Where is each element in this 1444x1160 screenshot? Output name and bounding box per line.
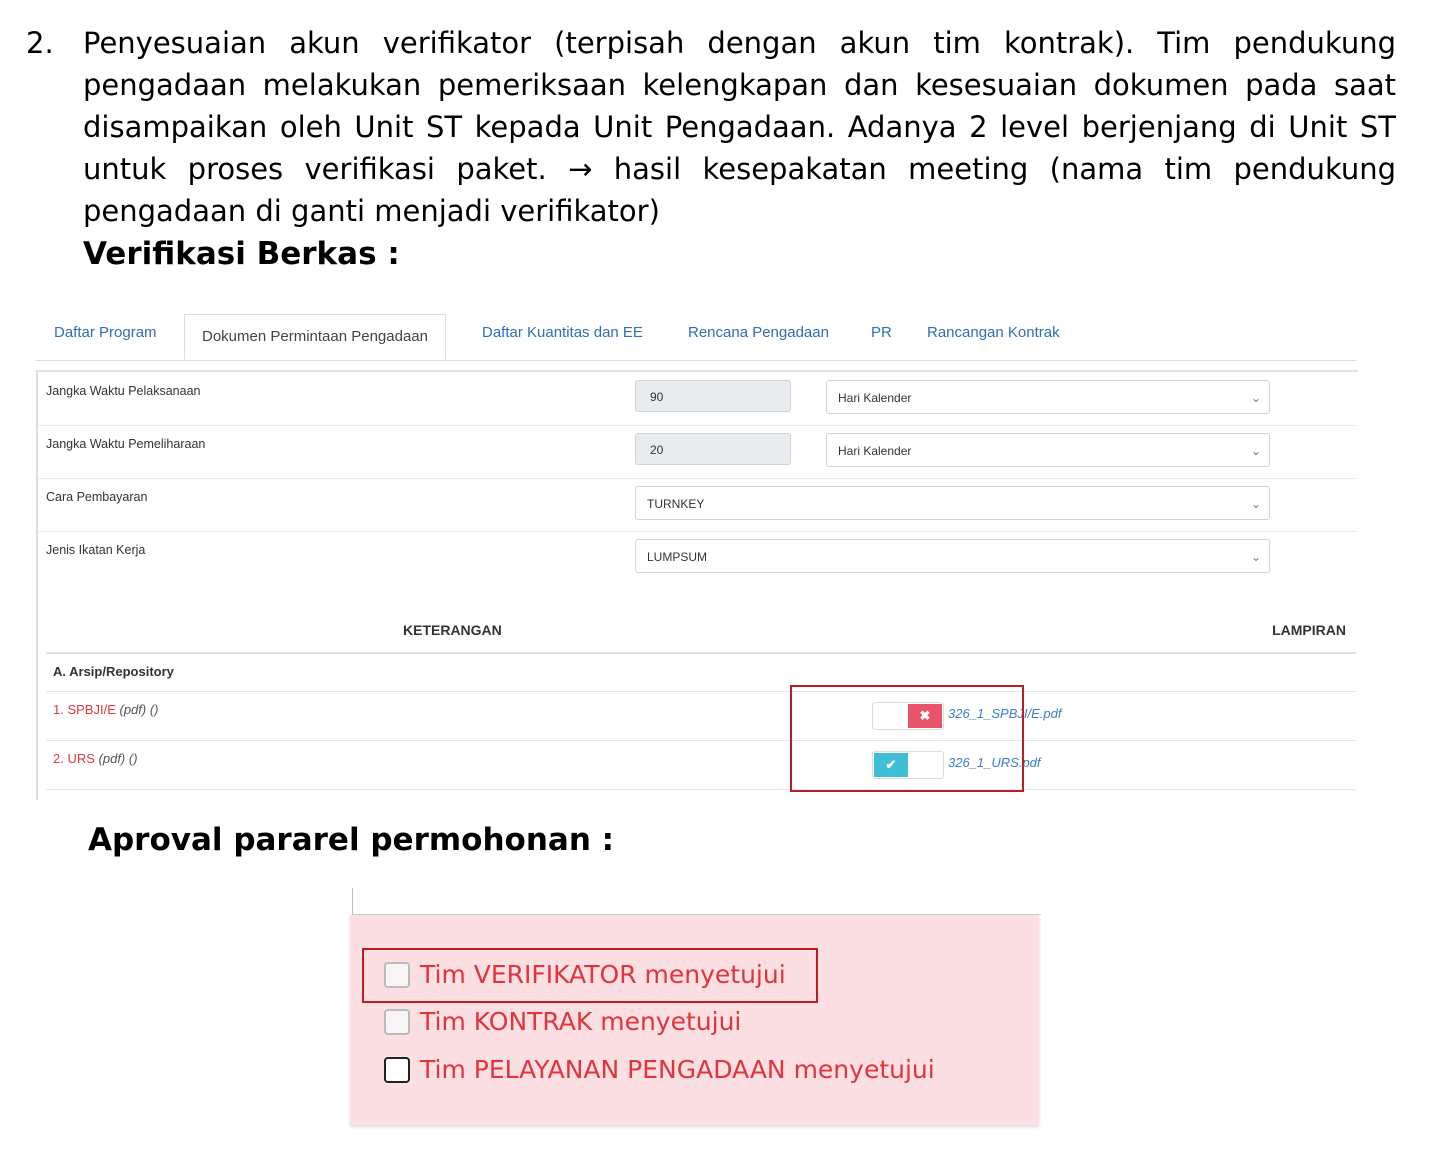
- tab-daftar-kuantitas[interactable]: Daftar Kuantitas dan EE: [482, 324, 643, 341]
- paragraph-text-1: Penyesuaian akun verifikator (terpisah dengan akun tim kontrak). Tim pendukung pengadaan melakukan pemeriksaan kelengkapan dan kesesuaian dokumen pada saat disampaikan oleh Unit ST kepada Unit Pengadaan. Adanya 2 level berjenjang di Unit ST untuk proses verifikasi paket.: [83, 26, 1396, 186]
- column-lampiran: LAMPIRAN: [1272, 622, 1346, 638]
- highlight-box-verifikator: [362, 948, 818, 1003]
- input-jangka-waktu-pelaksanaan[interactable]: 90: [635, 380, 791, 412]
- select-cara-pembayaran[interactable]: [635, 486, 1270, 520]
- column-keterangan: KETERANGAN: [403, 622, 502, 638]
- select-value: TURNKEY: [647, 497, 705, 511]
- select-value: Hari Kalender: [838, 391, 912, 405]
- approval-panel: [350, 915, 1039, 1125]
- attachment-link[interactable]: 326_1_URS.pdf: [948, 755, 1041, 770]
- table-row: [46, 741, 1356, 790]
- table-row: [46, 692, 1356, 741]
- tab-pr[interactable]: PR: [871, 324, 892, 341]
- document-label: 2. URS (pdf) (): [53, 751, 138, 766]
- select-value: Hari Kalender: [838, 444, 912, 458]
- tab-daftar-program[interactable]: Daftar Program: [54, 324, 157, 341]
- tab-rancangan-kontrak[interactable]: Rancangan Kontrak: [927, 324, 1060, 341]
- table-header: [46, 622, 1356, 654]
- row-jangka-waktu-pemeliharaan: [38, 425, 1356, 479]
- chevron-down-icon: ⌄: [1250, 497, 1261, 511]
- section-row: [46, 654, 1356, 692]
- select-satuan-pemeliharaan[interactable]: [826, 433, 1270, 467]
- subheading-approval: Aproval pararel permohonan :: [88, 822, 615, 858]
- item-paragraph: [83, 22, 1396, 232]
- document-form-screenshot: [36, 312, 1356, 798]
- label-jenis-ikatan-kerja: Jenis Ikatan Kerja: [46, 543, 146, 557]
- row-jenis-ikatan-kerja: [38, 531, 1356, 584]
- select-satuan-pelaksanaan[interactable]: [826, 380, 1270, 414]
- label-jangka-waktu-pemeliharaan: Jangka Waktu Pemeliharaan: [46, 437, 206, 451]
- row-cara-pembayaran: [38, 478, 1356, 532]
- input-jangka-waktu-pemeliharaan[interactable]: 20: [635, 433, 791, 465]
- checkbox-label: Tim VERIFIKATOR menyetujui: [420, 960, 786, 989]
- highlight-box-toggles: [790, 685, 1024, 792]
- chevron-down-icon: ⌄: [1250, 391, 1261, 405]
- attachment-link[interactable]: 326_1_SPBJI/E.pdf: [948, 706, 1062, 721]
- approval-screenshot: [350, 888, 1040, 1128]
- label-cara-pembayaran: Cara Pembayaran: [46, 490, 148, 504]
- panel-divider: [352, 888, 1041, 915]
- tab-bar: [36, 312, 1356, 361]
- chevron-down-icon: ⌄: [1250, 444, 1261, 458]
- select-value: LUMPSUM: [647, 550, 708, 564]
- item-number: 2.: [26, 26, 54, 60]
- form-area: [36, 370, 1358, 800]
- times-icon: ✖: [908, 704, 942, 728]
- select-jenis-ikatan-kerja[interactable]: [635, 539, 1270, 573]
- checkbox-pelayanan-pengadaan[interactable]: [384, 1057, 410, 1083]
- paragraph-text-2: hasil kesepakatan meeting (nama tim pendukung pengadaan di ganti menjadi verifikator): [83, 152, 1397, 228]
- label-jangka-waktu-pelaksanaan: Jangka Waktu Pelaksanaan: [46, 384, 201, 398]
- checkbox-label: Tim PELAYANAN PENGADAAN menyetujui: [420, 1055, 935, 1084]
- checkbox-kontrak[interactable]: [384, 1009, 410, 1035]
- tab-dokumen-permintaan-pengadaan[interactable]: Dokumen Permintaan Pengadaan: [184, 314, 446, 360]
- check-icon: ✔: [874, 753, 908, 777]
- tab-rencana-pengadaan[interactable]: Rencana Pengadaan: [688, 324, 829, 341]
- subheading-verifikasi: Verifikasi Berkas :: [83, 236, 400, 272]
- arrow-icon: →: [568, 152, 593, 186]
- checkbox-label: Tim KONTRAK menyetujui: [420, 1007, 742, 1036]
- document-label: 1. SPBJI/E (pdf) (): [53, 702, 159, 717]
- numbered-item: [26, 22, 1396, 276]
- chevron-down-icon: ⌄: [1250, 550, 1261, 564]
- section-title: A. Arsip/Repository: [53, 664, 174, 679]
- row-jangka-waktu-pelaksanaan: [38, 372, 1356, 426]
